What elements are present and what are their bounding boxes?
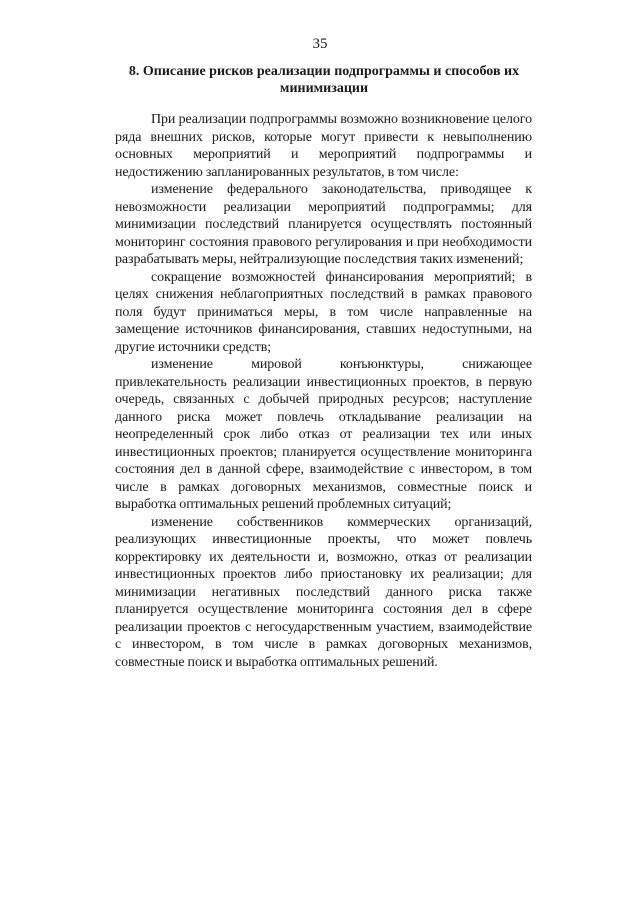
- paragraph-risk-financing: сокращение возможностей финансирования мероприятий; в целях снижения неблагоприятных последствий в рамках правового поля будут приниматься меры, в том числе направленные на замещение источников финансирования, ставших недоступными, на другие источники средств;: [115, 269, 532, 355]
- document-body: [115, 111, 532, 671]
- paragraph-risk-legislation: изменение федерального законодательства, приводящее к невозможности реализации мероприятий подпрограммы; для минимизации последствий планируется осуществлять постоянный мониторинг состояния правового регулирования и при необходимости разрабатывать меры, нейтрализующие последствия таких изменений;: [115, 182, 532, 267]
- paragraph-risk-owners: изменение собственников коммерческих организаций, реализующих инвестиционные проекты, что может повлечь корректировку их деятельности и, возможно, отказ от реализации инвестиционных проектов либо приостановку их реализации; для минимизации негативных последствий данного риска также планируется осуществление мониторинга состояния дел в сфере реализации проектов с негосударственным участием, взаимодействие с инвестором, в том числе в рамках договорных механизмов, совместные поиск и выработка оптимальных решений.: [115, 514, 532, 670]
- paragraph-risk-market: изменение мировой конъюнктуры, снижающее привлекательность реализации инвестиционных проектов, в первую очередь, связанных с добычей природных ресурсов; наступление данного риска может повлечь откладывание реализации на неопределенный срок либо отказ от реализации тех или иных инвестиционных проектов; планируется осуществление мониторинга состояния дел в данной сфере, взаимодействие с инвестором, в том числе в рамках договорных механизмов, совместные поиск и выработка оптимальных решений проблемных ситуаций;: [115, 357, 532, 512]
- paragraph-intro: При реализации подпрограммы возможно возникновение целого ряда внешних рисков, которые могут привести к невыполнению основных мероприятий и мероприятий подпрограммы и недостижению запланированных результатов, в том числе:: [115, 112, 532, 180]
- page-number: 35: [312, 36, 328, 52]
- section-heading: 8. Описание рисков реализации подпрограммы и способов их минимизации: [128, 64, 520, 96]
